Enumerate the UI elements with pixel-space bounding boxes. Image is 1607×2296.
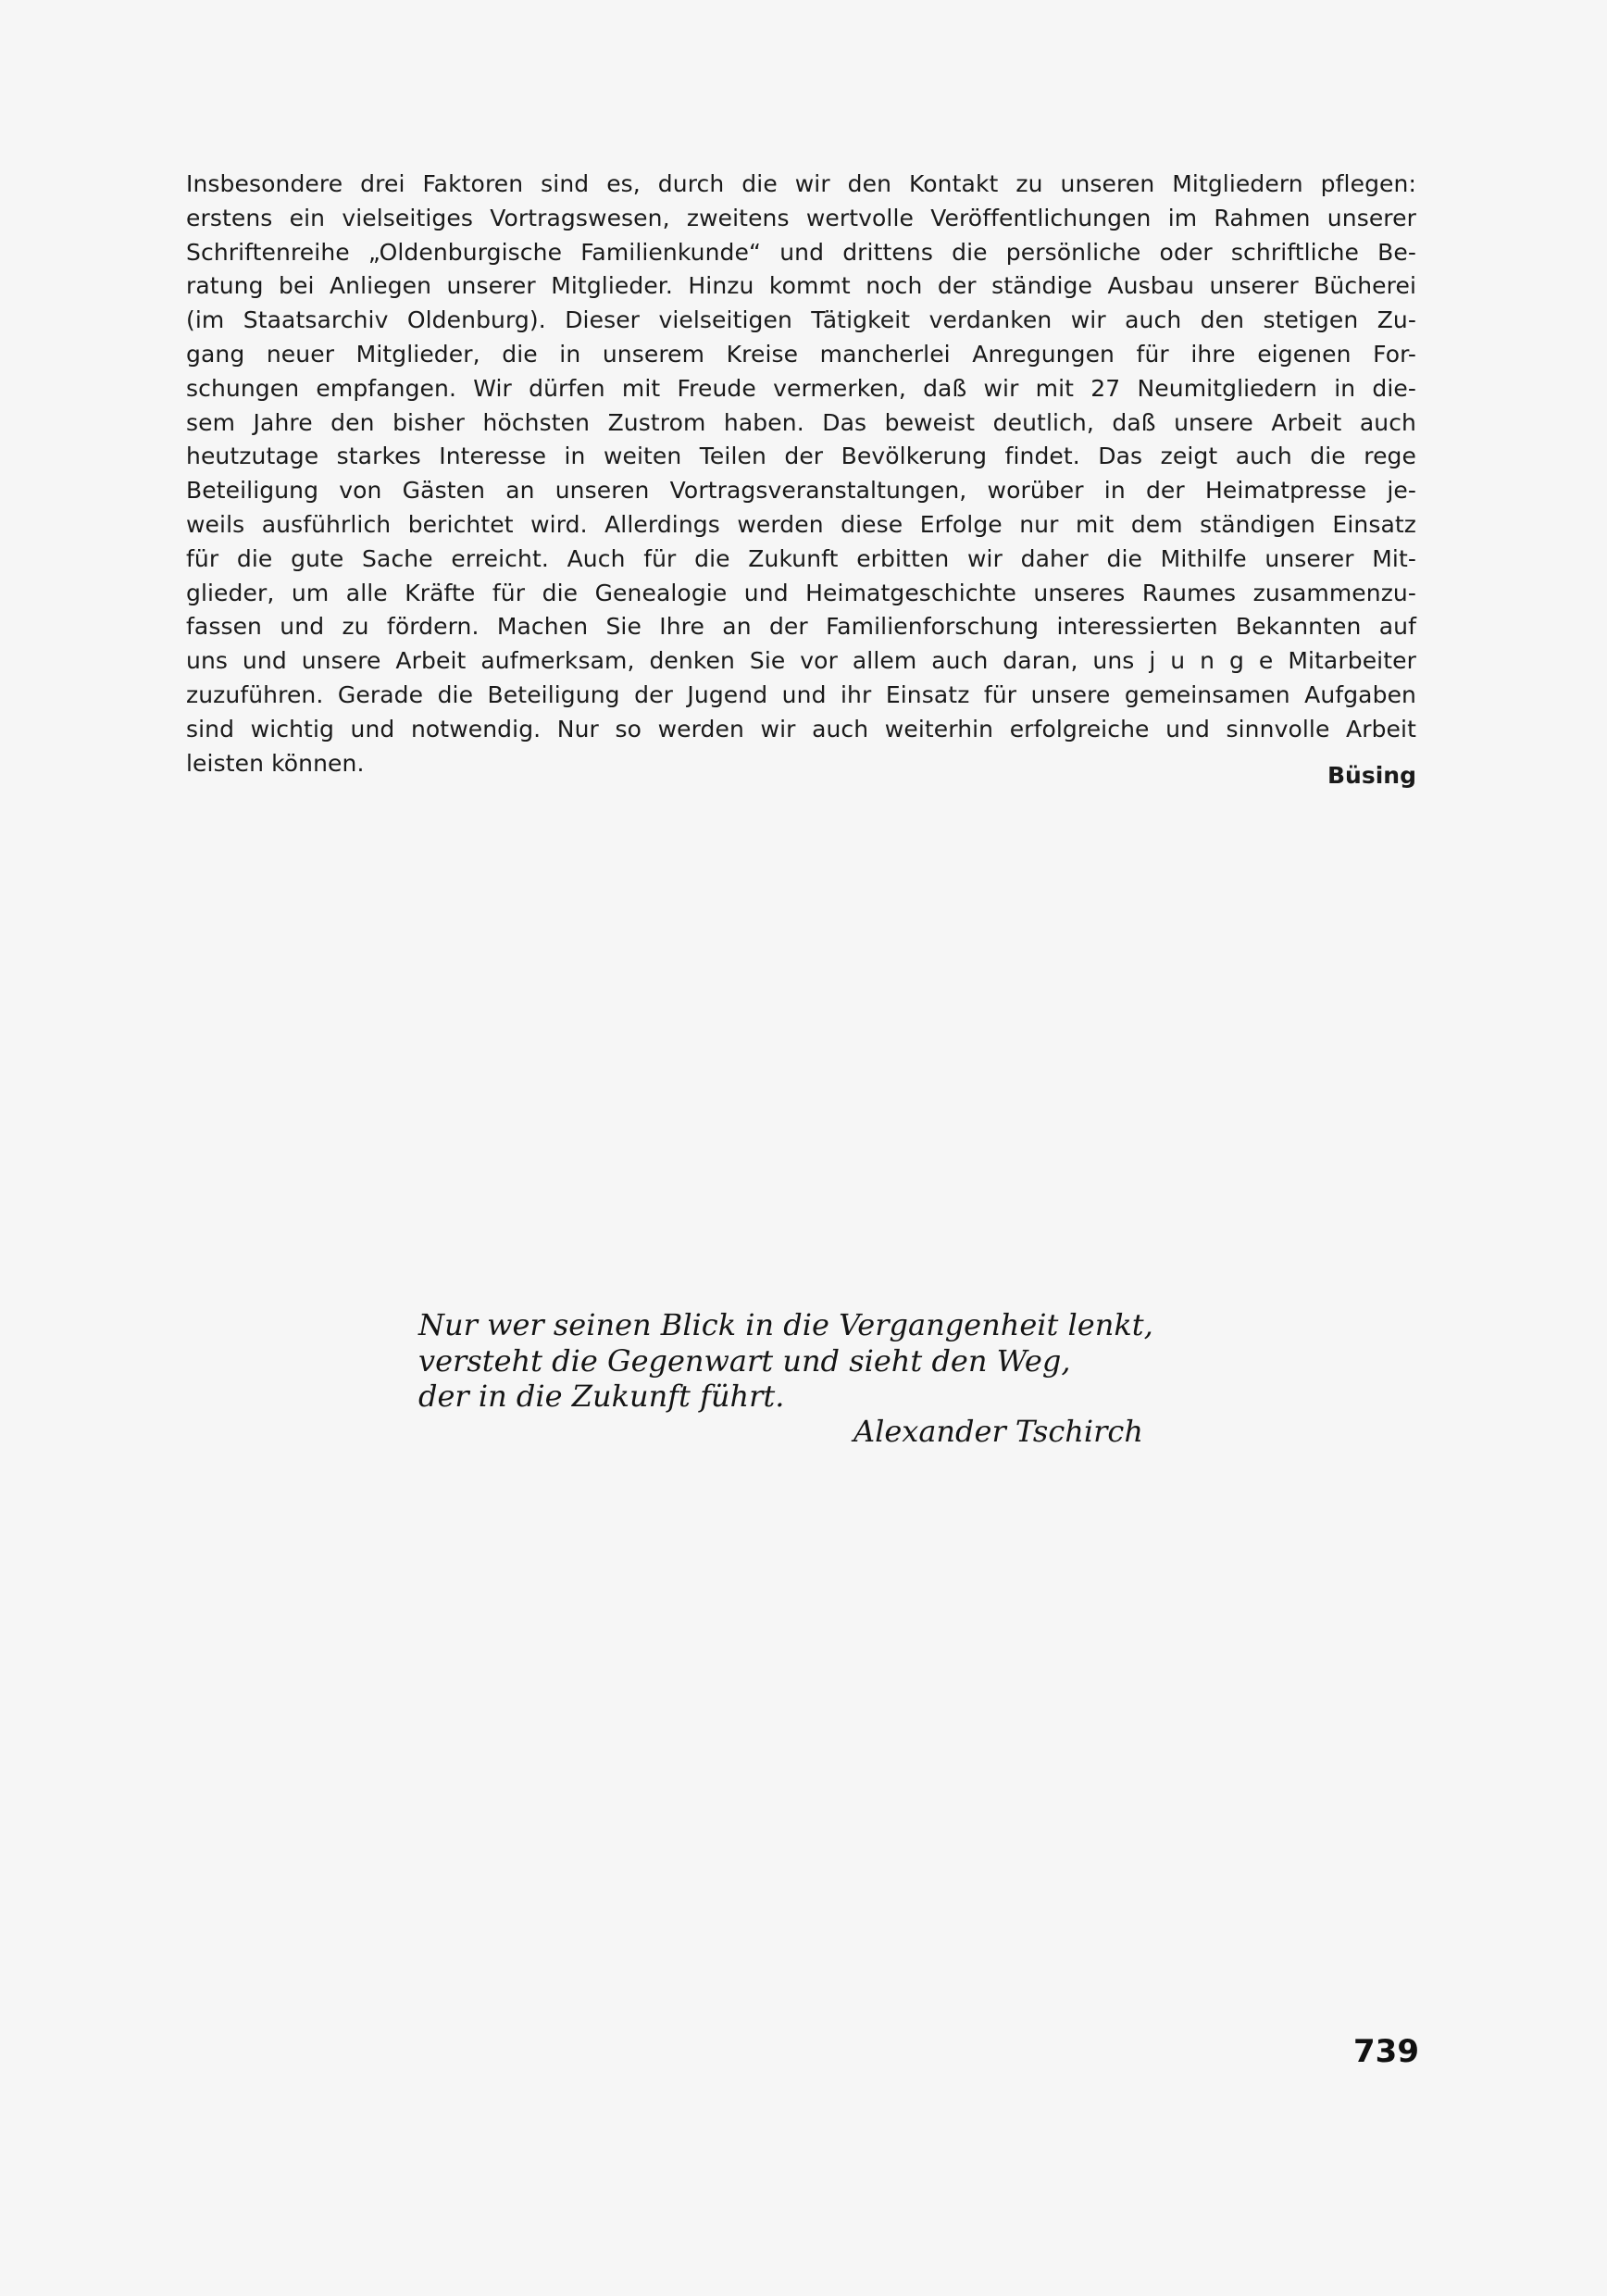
paragraph-line: Schriftenreihe „Oldenburgische Familienkunde“ und drittens die persönliche oder schriftliche Be- [186,238,1416,266]
paragraph-line: (im Staatsarchiv Oldenburg). Dieser vielseitigen Tätigkeit verdanken wir auch den stetigen Zu- [186,306,1416,334]
paragraph-line: sem Jahre den bisher höchsten Zustrom haben. Das beweist deutlich, daß unsere Arbeit auch [186,408,1416,436]
paragraph-line: heutzutage starkes Interesse in weiten Teilen der Bevölkerung findet. Das zeigt auch die rege [186,443,1416,470]
paragraph-line: Insbesondere drei Faktoren sind es, durch die wir den Kontakt zu unseren Mitgliedern pflegen: [186,170,1416,197]
page-number: 739 [1353,2033,1419,2070]
paragraph-line: erstens ein vielseitiges Vortragswesen, zweitens wertvolle Veröffentlichungen im Rahmen unserer [186,204,1416,231]
quote-line: Nur wer seinen Blick in die Vergangenheit lenkt, [418,1307,1153,1342]
paragraph-line: gang neuer Mitglieder, die in unserem Kreise mancherlei Anregungen für ihre eigenen For- [186,340,1416,368]
paragraph-line: weils ausführlich berichtet wird. Allerdings werden diese Erfolge nur mit dem ständigen Einsatz [186,510,1416,538]
paragraph-line: uns und unsere Arbeit aufmerksam, denken Sie vor allem auch daran, uns j u n g e Mitarbeiter [186,647,1416,675]
paragraph-line: zuzuführen. Gerade die Beteiligung der Jugend und ihr Einsatz für unsere gemeinsamen Aufgaben [186,680,1416,708]
paragraph-line: fassen und zu fördern. Machen Sie Ihre an der Familienforschung interessierten Bekannten auf [186,613,1416,641]
body-paragraph [186,168,1416,780]
paragraph-line: leisten können. [186,749,365,777]
quote-line: versteht die Gegenwart und sieht den Weg, [418,1342,1071,1379]
quote-author: Alexander Tschirch [853,1414,1143,1449]
paragraph-line: schungen empfangen. Wir dürfen mit Freude vermerken, daß wir mit 27 Neumitgliedern in die- [186,374,1416,402]
paragraph-line: sind wichtig und notwendig. Nur so werden wir auch weiterhin erfolgreiche und sinnvolle Arbeit [186,715,1416,742]
quote-block [418,1307,1153,1415]
quote-line: der in die Zukunft führt. [418,1379,785,1414]
paragraph-line: Beteiligung von Gästen an unseren Vortragsveranstaltungen, worüber in der Heimatpresse je- [186,477,1416,505]
paragraph-line: glieder, um alle Kräfte für die Genealogie und Heimatgeschichte unseres Raumes zusammenzu- [186,579,1416,606]
paragraph-line: ratung bei Anliegen unserer Mitglieder. Hinzu kommt noch der ständige Ausbau unserer Bücherei [186,272,1416,300]
paragraph-line: für die gute Sache erreicht. Auch für die Zukunft erbitten wir daher die Mithilfe unserer Mit- [186,544,1416,572]
signature: Büsing [1327,762,1416,789]
